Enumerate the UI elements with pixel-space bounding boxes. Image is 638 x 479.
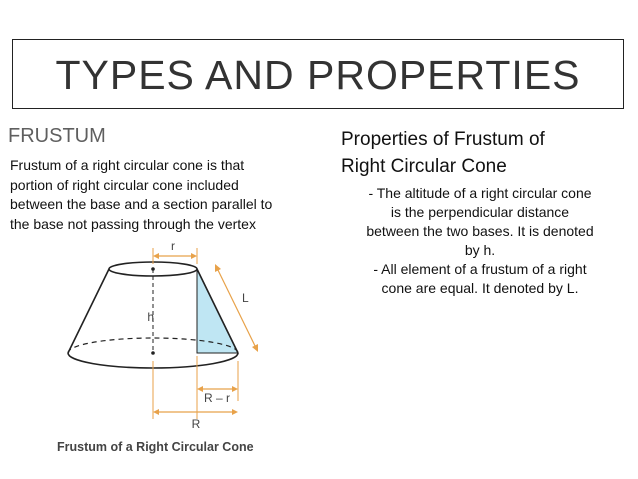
- property-line: between the two bases. It is denoted: [366, 223, 594, 239]
- properties-heading: [341, 126, 621, 180]
- definition-line: the base not passing through the vertex: [10, 215, 256, 232]
- frustum-figure: [50, 236, 280, 436]
- properties-heading-line: Properties of Frustum of: [341, 129, 545, 150]
- definition-line: Frustum of a right circular cone is that: [10, 157, 245, 173]
- r-arrow-left: [153, 253, 159, 259]
- properties-list: [330, 184, 630, 298]
- label-h: h: [147, 310, 154, 324]
- properties-heading-line: Right Circular Cone: [341, 156, 507, 177]
- slide-title: TYPES AND PROPERTIES: [55, 52, 581, 98]
- R-arrow-left: [153, 409, 159, 415]
- figure-caption: Frustum of a Right Circular Cone: [57, 440, 254, 454]
- axis-point-top: [151, 267, 155, 271]
- frustum-definition: [10, 156, 315, 234]
- property-line: - All element of a frustum of a right: [373, 261, 587, 277]
- property-line: is the perpendicular distance: [390, 204, 570, 220]
- property-line: - The altitude of a right circular cone: [368, 185, 592, 201]
- property-line: by h.: [464, 242, 496, 258]
- label-R-minus-r: R – r: [203, 391, 231, 405]
- property-line: cone are equal. It denoted by L.: [381, 280, 579, 296]
- r-arrow-right: [191, 253, 197, 259]
- frustum-heading: FRUSTUM: [8, 125, 106, 147]
- label-L: L: [242, 291, 249, 305]
- Rr-arrow-right: [232, 386, 238, 392]
- R-arrow-right: [232, 409, 238, 415]
- title-box: [12, 39, 624, 109]
- definition-line: portion of right circular cone included: [10, 176, 239, 193]
- Rr-arrow-left: [197, 386, 203, 392]
- label-R: R: [191, 417, 201, 431]
- axis-point-bottom: [151, 351, 155, 355]
- label-r: r: [171, 239, 175, 253]
- definition-line: between the base and a section parallel to: [10, 196, 273, 212]
